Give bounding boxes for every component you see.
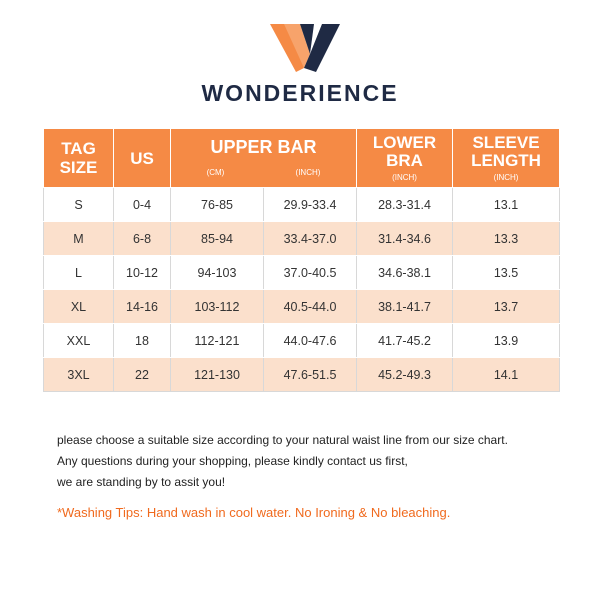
cell-us: 14-16: [114, 290, 171, 324]
note-line: Any questions during your shopping, please kindly contact us first,: [57, 454, 408, 468]
header-sleeve-length-unit: (INCH): [493, 173, 519, 182]
cell-upper-bar-cm: 76-85: [171, 188, 264, 222]
cell-lower-bra: 28.3-31.4: [357, 188, 453, 222]
cell-upper-bar-cm: 94-103: [171, 256, 264, 290]
wonderience-w-logo-icon: [270, 24, 340, 72]
table-header-row: [44, 129, 560, 188]
header-upper-bar: [171, 129, 357, 188]
cell-lower-bra: 41.7-45.2: [357, 324, 453, 358]
cell-sleeve-length: 13.9: [453, 324, 560, 358]
header-sleeve-length-line2: LENGTH: [471, 151, 541, 170]
header-sleeve-length-line1: SLEEVE: [472, 133, 540, 152]
header-lower-bra-line2: BRA: [386, 151, 423, 170]
header-lower-bra-line1: LOWER: [372, 133, 437, 152]
cell-upper-bar-inch: 40.5-44.0: [264, 290, 357, 324]
washing-tips: *Washing Tips: Hand wash in cool water. No Ironing & No bleaching.: [57, 505, 451, 520]
cell-us: 0-4: [114, 188, 171, 222]
cell-us: 6-8: [114, 222, 171, 256]
cell-upper-bar-cm: 112-121: [171, 324, 264, 358]
cell-tag-size: S: [44, 188, 114, 222]
header-lower-bra-unit: (INCH): [392, 173, 417, 182]
cell-tag-size: L: [44, 256, 114, 290]
table-row: [44, 324, 560, 358]
cell-upper-bar-inch: 47.6-51.5: [264, 358, 357, 392]
size-chart-table: [43, 128, 560, 392]
cell-sleeve-length: 14.1: [453, 358, 560, 392]
cell-lower-bra: 38.1-41.7: [357, 290, 453, 324]
cell-lower-bra: 31.4-34.6: [357, 222, 453, 256]
cell-tag-size: XXL: [44, 324, 114, 358]
cell-sleeve-length: 13.3: [453, 222, 560, 256]
header-upper-bar-label: UPPER BAR: [210, 137, 317, 157]
size-notes: [57, 430, 577, 493]
header-sleeve-length: [453, 129, 560, 188]
table-row: [44, 290, 560, 324]
cell-sleeve-length: 13.7: [453, 290, 560, 324]
cell-upper-bar-cm: 103-112: [171, 290, 264, 324]
cell-sleeve-length: 13.1: [453, 188, 560, 222]
cell-us: 18: [114, 324, 171, 358]
header-upper-bar-cm: (CM): [206, 168, 225, 177]
cell-upper-bar-inch: 44.0-47.6: [264, 324, 357, 358]
header-upper-bar-inch: (INCH): [295, 168, 321, 177]
table-row: [44, 358, 560, 392]
cell-upper-bar-inch: 37.0-40.5: [264, 256, 357, 290]
cell-tag-size: 3XL: [44, 358, 114, 392]
header-tag-size: [44, 129, 114, 188]
brand-name: WONDERIENCE: [201, 80, 399, 106]
cell-upper-bar-inch: 33.4-37.0: [264, 222, 357, 256]
cell-tag-size: M: [44, 222, 114, 256]
header-lower-bra: [357, 129, 453, 188]
header-tag-size-line1: TAG: [61, 139, 96, 158]
cell-upper-bar-cm: 121-130: [171, 358, 264, 392]
cell-us: 22: [114, 358, 171, 392]
header-us: [114, 129, 171, 188]
note-line: we are standing by to assit you!: [57, 475, 226, 489]
cell-upper-bar-inch: 29.9-33.4: [264, 188, 357, 222]
header-us-label: US: [130, 148, 154, 168]
cell-tag-size: XL: [44, 290, 114, 324]
cell-lower-bra: 45.2-49.3: [357, 358, 453, 392]
cell-sleeve-length: 13.5: [453, 256, 560, 290]
note-line: please choose a suitable size according to your natural waist line from our size chart.: [57, 433, 508, 447]
cell-us: 10-12: [114, 256, 171, 290]
table-row: [44, 188, 560, 222]
cell-upper-bar-cm: 85-94: [171, 222, 264, 256]
header-tag-size-line2: SIZE: [59, 158, 98, 177]
table-row: [44, 256, 560, 290]
cell-lower-bra: 34.6-38.1: [357, 256, 453, 290]
table-row: [44, 222, 560, 256]
